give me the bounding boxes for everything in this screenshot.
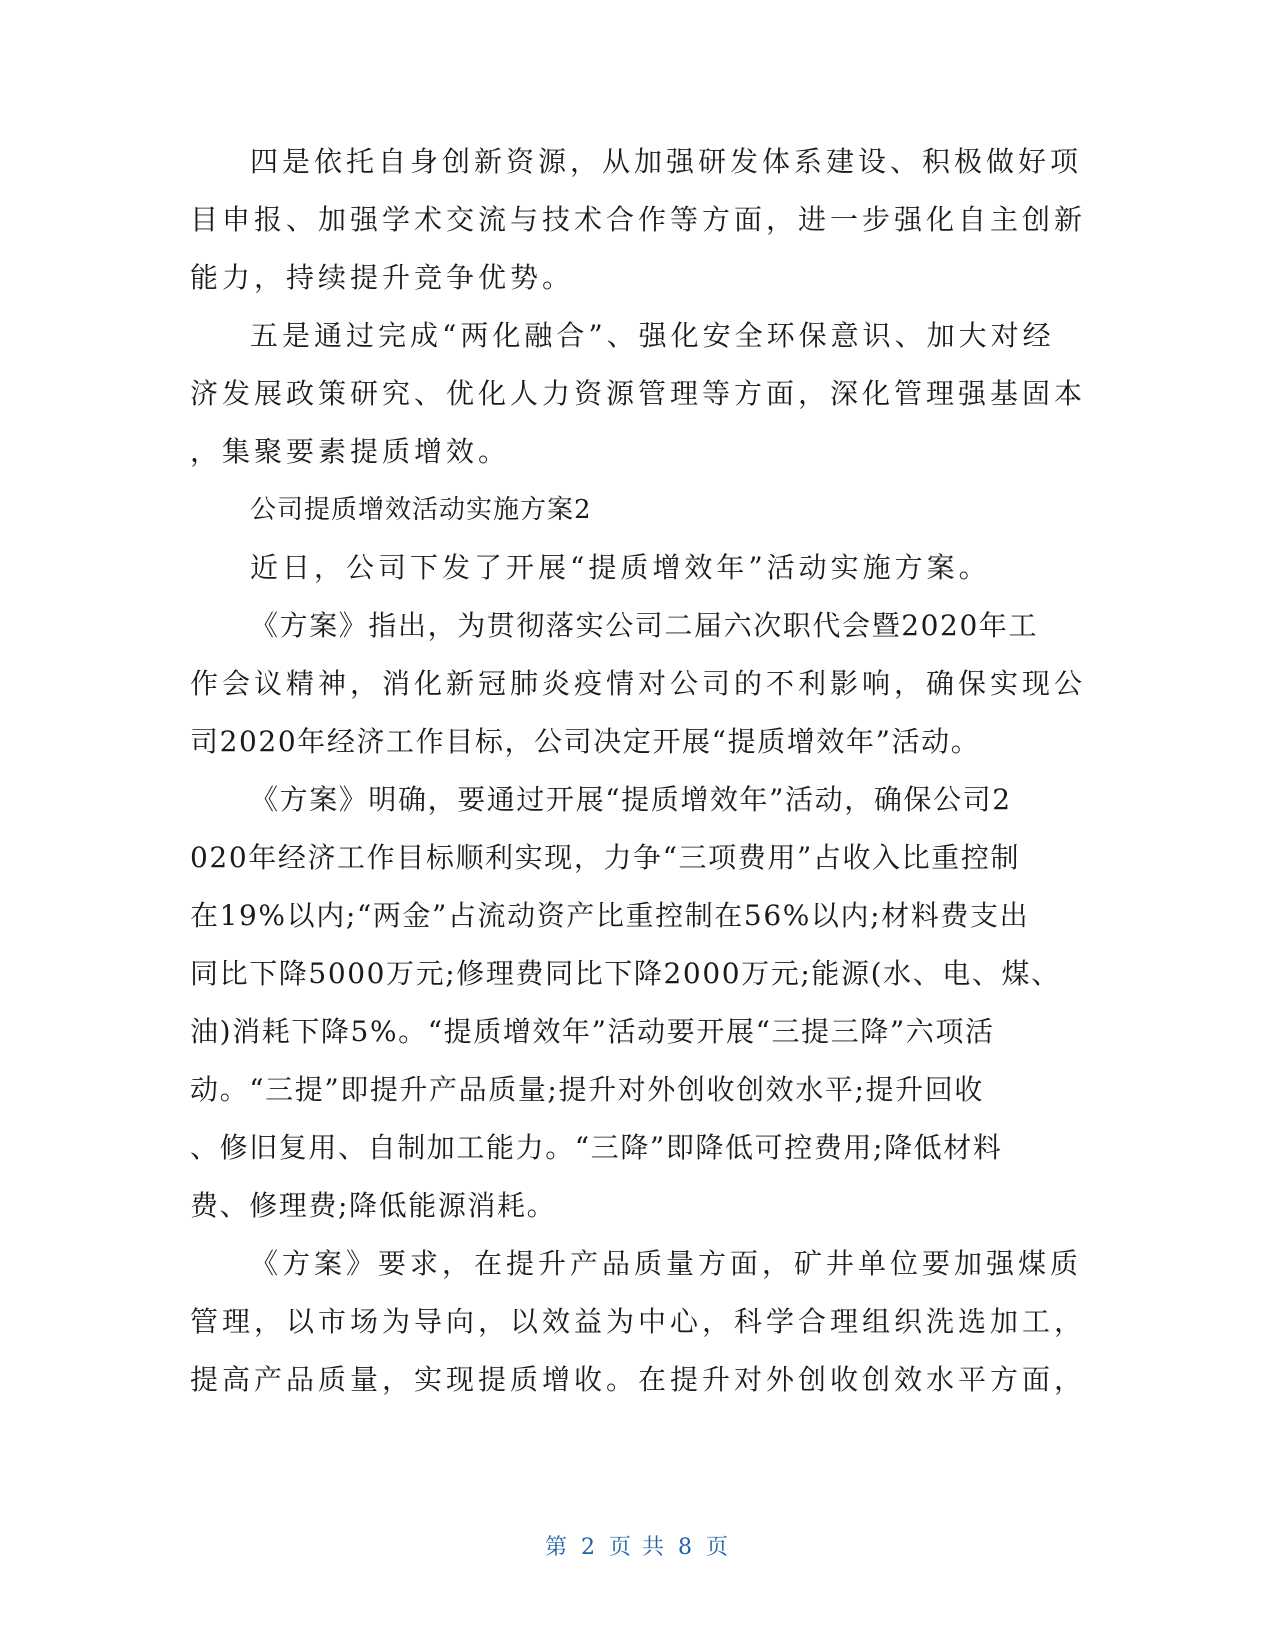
paragraph-line: 动。“三提”即提升产品质量;提升对外创收创效水平;提升回收 — [190, 1073, 984, 1106]
paragraph-line: 管理，以市场为导向，以效益为中心，科学合理组织洗选加工， — [190, 1305, 1087, 1338]
paragraph-line: 020年经济工作目标顺利实现，力争“三项费用”占收入比重控制 — [190, 841, 1021, 874]
total-pages-number: 8 — [678, 1535, 694, 1560]
paragraph-line: 近日，公司下发了开展“提质增效年”活动实施方案。 — [250, 551, 991, 584]
footer-prefix: 第 — [544, 1535, 569, 1560]
paragraph-line: 《方案》明确，要通过开展“提质增效年”活动，确保公司2 — [250, 783, 1012, 816]
paragraph-line: 四是依托自身创新资源，从加强研发体系建设、积极做好项 — [250, 145, 1083, 178]
paragraph-line: 、修旧复用、自制加工能力。“三降”即降低可控费用;降低材料 — [190, 1131, 1003, 1164]
paragraph-line: 司2020年经济工作目标，公司决定开展“提质增效年”活动。 — [190, 725, 981, 758]
paragraph-line: 《方案》指出，为贯彻落实公司二届六次职代会暨2020年工 — [250, 609, 1039, 642]
paragraph-line: 油)消耗下降5%。“提质增效年”活动要开展“三提三降”六项活 — [190, 1015, 995, 1048]
paragraph-line: 五是通过完成“两化融合”、强化安全环保意识、加大对经 — [250, 319, 1055, 352]
paragraph-line: ，集聚要素提质增效。 — [190, 435, 511, 468]
paragraph-line: 作会议精神，消化新冠肺炎疫情对公司的不利影响，确保实现公 — [190, 667, 1087, 700]
section-heading: 公司提质增效活动实施方案2 — [250, 495, 592, 525]
paragraph-line: 提高产品质量，实现提质增收。在提升对外创收创效水平方面， — [190, 1363, 1087, 1396]
page-footer — [0, 1530, 1275, 1561]
footer-middle: 页 共 — [609, 1535, 666, 1560]
paragraph-line: 目申报、加强学术交流与技术合作等方面，进一步强化自主创新 — [190, 203, 1087, 236]
paragraph-line: 费、修理费;降低能源消耗。 — [190, 1189, 557, 1222]
paragraph-line: 同比下降5000万元;修理费同比下降2000万元;能源(水、电、煤、 — [190, 957, 1061, 990]
paragraph-line: 在19%以内;“两金”占流动资产比重控制在56%以内;材料费支出 — [190, 899, 1030, 932]
footer-suffix: 页 — [706, 1535, 731, 1560]
paragraph-line: 能力，持续提升竞争优势。 — [190, 261, 575, 294]
paragraph-line: 济发展政策研究、优化人力资源管理等方面，深化管理强基固本 — [190, 377, 1087, 410]
current-page-number: 2 — [581, 1535, 597, 1560]
paragraph-line: 《方案》要求，在提升产品质量方面，矿井单位要加强煤质 — [250, 1247, 1083, 1280]
